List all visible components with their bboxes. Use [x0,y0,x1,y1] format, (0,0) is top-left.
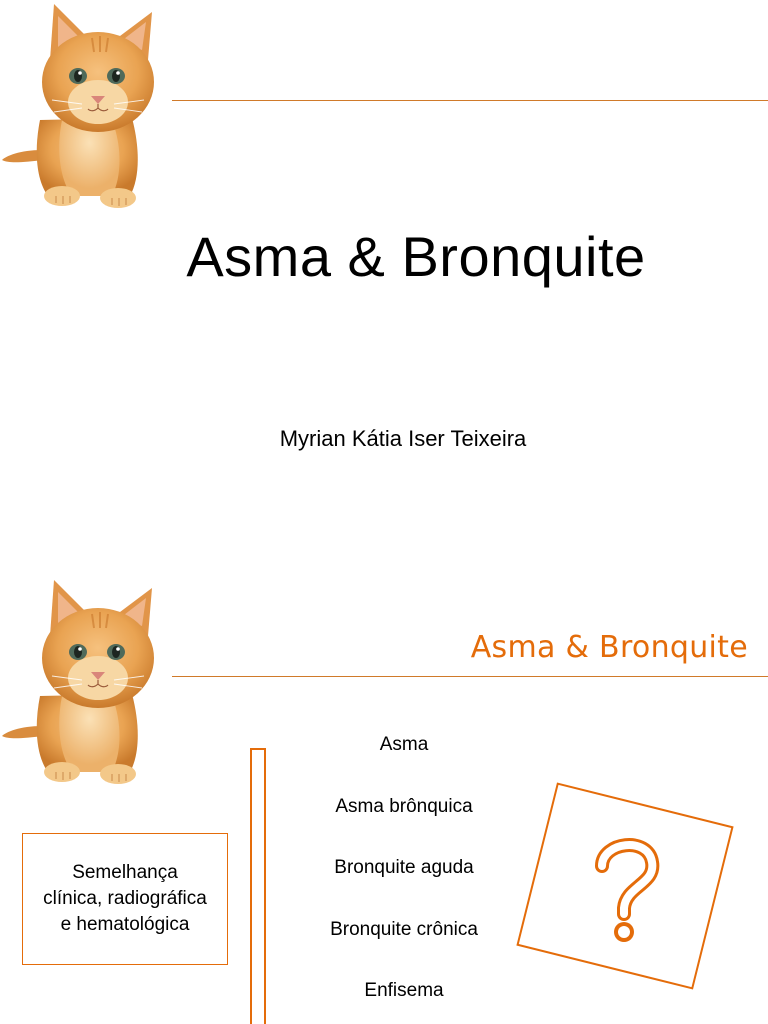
author-name: Myrian Kátia Iser Teixeira [279,426,527,451]
condition-list [284,732,524,1024]
kitten-image [0,576,160,786]
vertical-bracket [250,748,266,1024]
slide-title: Asma & Bronquite [186,225,646,288]
kitten-image [0,0,160,210]
similarity-text: Semelhança clínica, radiográfica e hematológica [43,862,207,935]
content-slide [0,576,768,1024]
header-divider [172,100,768,101]
slide-title: Asma & Bronquite [470,630,748,665]
list-item: Bronquite crônica [330,918,478,940]
list-item: Asma brônquica [335,795,473,817]
question-mark-icon [568,828,678,948]
list-item: Bronquite aguda [334,857,474,878]
similarity-box [22,833,228,965]
list-item: Enfisema [364,980,444,1001]
header-divider [172,676,768,677]
list-item: Asma [379,734,429,755]
